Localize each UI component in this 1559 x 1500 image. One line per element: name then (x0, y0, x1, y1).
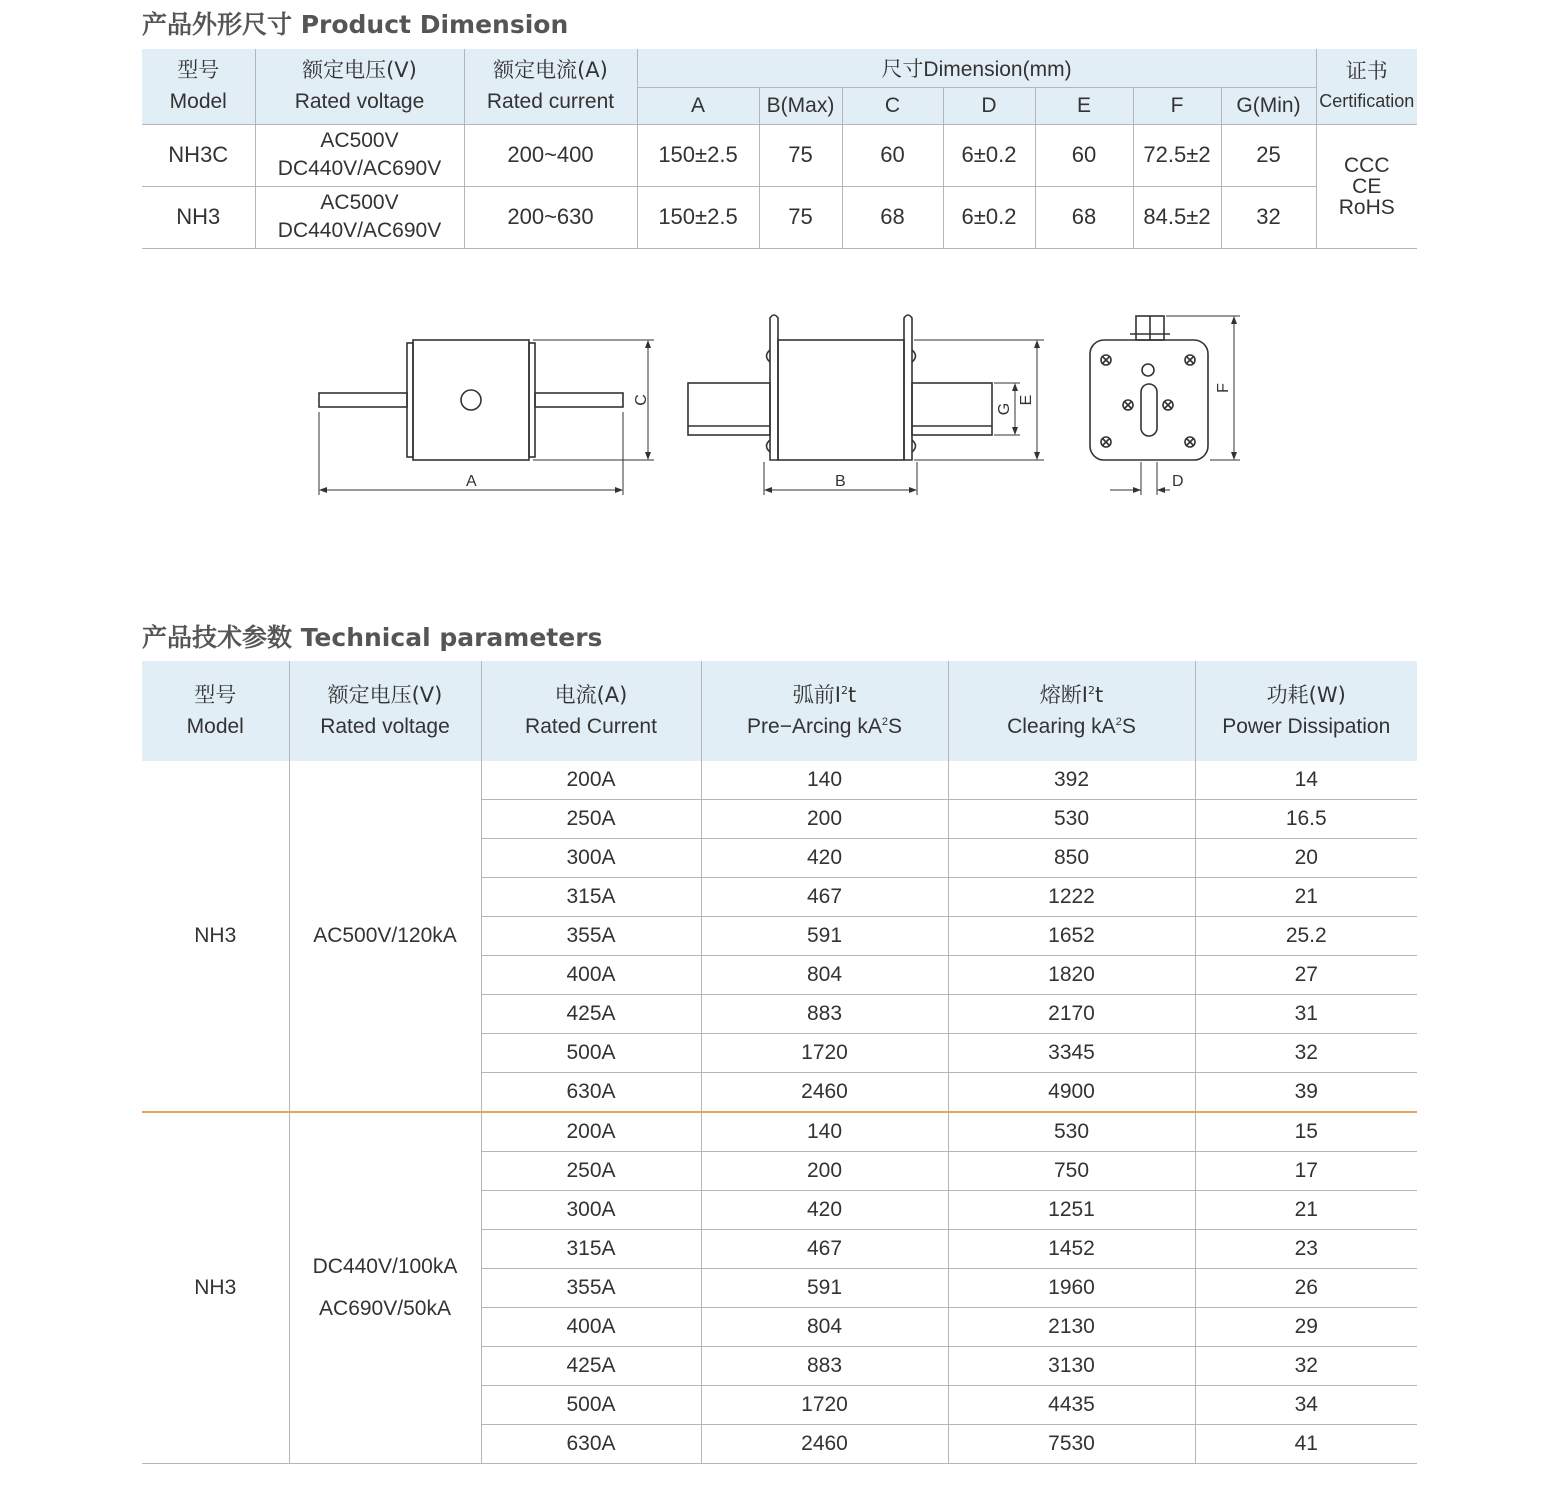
header-model-zh: 型号 (194, 683, 237, 707)
cell-dim-g: 32 (1221, 186, 1316, 248)
cell-pre-arcing: 420 (701, 1191, 948, 1230)
cell-clearing: 7530 (948, 1425, 1195, 1464)
cell-power: 32 (1195, 1347, 1417, 1386)
label-g: G (996, 402, 1013, 416)
cell-current: 200~400 (464, 124, 637, 186)
clear-en-sup: 2 (1115, 716, 1122, 728)
cert-ce: CE (1352, 174, 1382, 198)
dimension-table (142, 49, 1417, 249)
cell-current: 400A (481, 1308, 701, 1347)
cell-voltage-line2: DC440V/AC690V (277, 219, 442, 242)
cell-power: 25.2 (1195, 917, 1417, 956)
header-clear-en (949, 711, 1195, 743)
cell-current: 250A (481, 1152, 701, 1191)
cell-current: 250A (481, 800, 701, 839)
header-dim-b: B(Max) (759, 87, 842, 124)
cell-current: 300A (481, 839, 701, 878)
cell-voltage (289, 761, 481, 1112)
cell-voltage (255, 124, 464, 186)
cell-current: 630A (481, 1425, 701, 1464)
cell-clearing: 1960 (948, 1269, 1195, 1308)
cell-clearing: 4435 (948, 1386, 1195, 1425)
cell-voltage-line1: AC500V (320, 191, 399, 214)
header-power (1195, 661, 1417, 761)
cell-current: 300A (481, 1191, 701, 1230)
cell-dim-b: 75 (759, 124, 842, 186)
header-model (142, 49, 255, 124)
cell-clearing: 530 (948, 1112, 1195, 1152)
cell-clearing: 1222 (948, 878, 1195, 917)
header-model-en: Model (186, 715, 244, 738)
cell-pre-arcing: 420 (701, 839, 948, 878)
fuse-dimension-drawing (300, 300, 1260, 500)
table-row (142, 186, 1417, 248)
header-power-zh: 功耗(W) (1266, 683, 1346, 707)
cell-current: 425A (481, 1347, 701, 1386)
cell-dim-c: 60 (842, 124, 943, 186)
cell-power: 32 (1195, 1034, 1417, 1073)
table-row (142, 761, 1417, 800)
cell-dim-c: 68 (842, 186, 943, 248)
cell-pre-arcing: 140 (701, 761, 948, 800)
cell-voltage-line: AC690V/50kA (319, 1297, 451, 1320)
cert-rohs: RoHS (1338, 195, 1395, 219)
cell-current: 355A (481, 1269, 701, 1308)
header-voltage-en: Rated voltage (320, 715, 450, 738)
header-dim-e: E (1035, 87, 1133, 124)
cell-dim-d: 6±0.2 (943, 124, 1035, 186)
cell-certifications (1316, 124, 1417, 248)
front-view (319, 340, 654, 495)
technical-section-title: 产品技术参数 Technical parameters (142, 623, 603, 652)
prearc-zh-tail: t (847, 683, 857, 707)
prearc-zh-sup: 2 (840, 684, 848, 697)
side-view (688, 315, 1044, 495)
cell-clearing: 1251 (948, 1191, 1195, 1230)
cell-clearing: 4900 (948, 1073, 1195, 1113)
cell-clearing: 1452 (948, 1230, 1195, 1269)
header-prearc-en (702, 711, 948, 743)
cell-dim-d: 6±0.2 (943, 186, 1035, 248)
cell-clearing: 2130 (948, 1308, 1195, 1347)
cell-clearing: 750 (948, 1152, 1195, 1191)
cell-dim-g: 25 (1221, 124, 1316, 186)
cell-current: 315A (481, 878, 701, 917)
cell-current: 315A (481, 1230, 701, 1269)
header-current-en: Rated current (486, 90, 615, 114)
header-model-en: Model (169, 90, 227, 114)
cell-clearing: 2170 (948, 995, 1195, 1034)
header-pre-arcing (701, 661, 948, 761)
clear-zh-sup: 2 (1087, 684, 1095, 697)
label-c: C (633, 394, 650, 406)
header-cert-zh: 证书 (1345, 59, 1388, 84)
header-dim-g: G(Min) (1221, 87, 1316, 124)
cell-current: 200~630 (464, 186, 637, 248)
cell-current: 425A (481, 995, 701, 1034)
cert-ccc: CCC (1344, 153, 1390, 177)
cell-model: NH3 (142, 186, 255, 248)
cell-dim-e: 68 (1035, 186, 1133, 248)
cell-current: 630A (481, 1073, 701, 1113)
cell-dim-f: 84.5±2 (1133, 186, 1221, 248)
header-dimension-group: 尺寸Dimension(mm) (637, 49, 1316, 87)
header-current-en: Rated Current (525, 715, 657, 738)
label-f: F (1215, 383, 1232, 393)
header-model (142, 661, 289, 761)
cell-pre-arcing: 200 (701, 800, 948, 839)
cell-pre-arcing: 591 (701, 917, 948, 956)
cell-power: 23 (1195, 1230, 1417, 1269)
prearc-en-text: Pre−Arcing kA (747, 715, 882, 738)
clear-en-tail: S (1121, 715, 1136, 738)
cell-clearing: 3345 (948, 1034, 1195, 1073)
cell-power: 27 (1195, 956, 1417, 995)
cell-clearing: 392 (948, 761, 1195, 800)
cell-pre-arcing: 140 (701, 1112, 948, 1152)
cell-power: 21 (1195, 878, 1417, 917)
header-current-zh: 电流(A) (554, 683, 628, 707)
cell-dim-e: 60 (1035, 124, 1133, 186)
header-certification (1316, 49, 1417, 124)
cell-power: 39 (1195, 1073, 1417, 1113)
cell-pre-arcing: 883 (701, 995, 948, 1034)
cell-voltage-line: DC440V/100kA (312, 1255, 458, 1278)
cell-dim-f: 72.5±2 (1133, 124, 1221, 186)
cell-pre-arcing: 467 (701, 878, 948, 917)
cell-model: NH3 (142, 1112, 289, 1464)
header-voltage (255, 49, 464, 124)
header-current (464, 49, 637, 124)
cell-current: 400A (481, 956, 701, 995)
clear-zh-tail: t (1094, 683, 1104, 707)
cell-current: 500A (481, 1034, 701, 1073)
cell-pre-arcing: 200 (701, 1152, 948, 1191)
label-e: E (1018, 394, 1035, 406)
clear-en-text: Clearing kA (1007, 715, 1116, 738)
end-view (1090, 316, 1240, 495)
cell-pre-arcing: 1720 (701, 1034, 948, 1073)
cell-power: 26 (1195, 1269, 1417, 1308)
cell-voltage-line: AC500V/120kA (313, 924, 457, 947)
cell-pre-arcing: 883 (701, 1347, 948, 1386)
cell-voltage (255, 186, 464, 248)
cell-power: 31 (1195, 995, 1417, 1034)
header-power-en: Power Dissipation (1222, 715, 1391, 738)
cell-current: 355A (481, 917, 701, 956)
table-row (142, 124, 1417, 186)
prearc-zh-text: 弧前I (792, 683, 841, 707)
prearc-en-tail: S (887, 715, 902, 738)
cell-current: 200A (481, 761, 701, 800)
cell-model: NH3C (142, 124, 255, 186)
header-voltage-zh: 额定电压(V) (302, 58, 417, 83)
cell-clearing: 1652 (948, 917, 1195, 956)
cell-power: 14 (1195, 761, 1417, 800)
cell-current: 500A (481, 1386, 701, 1425)
header-prearc-zh (702, 679, 948, 711)
cell-pre-arcing: 804 (701, 956, 948, 995)
cell-power: 16.5 (1195, 800, 1417, 839)
cell-clearing: 530 (948, 800, 1195, 839)
cell-power: 21 (1195, 1191, 1417, 1230)
header-cert-en: Certification (1319, 91, 1415, 112)
header-model-zh: 型号 (177, 58, 220, 83)
cell-model: NH3 (142, 761, 289, 1112)
cell-voltage-line2: DC440V/AC690V (277, 157, 442, 180)
header-dim-f: F (1133, 87, 1221, 124)
header-current-zh: 额定电流(A) (493, 58, 608, 83)
cell-voltage-line1: AC500V (320, 129, 399, 152)
cell-power: 29 (1195, 1308, 1417, 1347)
cell-power: 15 (1195, 1112, 1417, 1152)
cell-pre-arcing: 2460 (701, 1425, 948, 1464)
table-row (142, 1112, 1417, 1152)
cell-power: 20 (1195, 839, 1417, 878)
header-dim-a: A (637, 87, 759, 124)
prearc-en-sup: 2 (881, 716, 888, 728)
cell-voltage (289, 1112, 481, 1464)
cell-dim-b: 75 (759, 186, 842, 248)
header-voltage (289, 661, 481, 761)
label-d: D (1172, 473, 1184, 490)
label-b: B (835, 473, 846, 490)
header-clearing (948, 661, 1195, 761)
cell-pre-arcing: 2460 (701, 1073, 948, 1113)
technical-table (142, 661, 1417, 1464)
header-voltage-zh: 额定电压(V) (327, 683, 443, 707)
cell-dim-a: 150±2.5 (637, 124, 759, 186)
technical-table-body (142, 761, 1417, 1464)
cell-pre-arcing: 804 (701, 1308, 948, 1347)
header-clear-zh (949, 679, 1195, 711)
cell-clearing: 850 (948, 839, 1195, 878)
cell-pre-arcing: 467 (701, 1230, 948, 1269)
header-voltage-en: Rated voltage (294, 90, 425, 114)
cell-clearing: 3130 (948, 1347, 1195, 1386)
cell-power: 34 (1195, 1386, 1417, 1425)
label-a: A (466, 473, 477, 490)
dimension-section-title: 产品外形尺寸 Product Dimension (142, 10, 569, 39)
header-dim-d: D (943, 87, 1035, 124)
cell-pre-arcing: 1720 (701, 1386, 948, 1425)
cell-dim-a: 150±2.5 (637, 186, 759, 248)
cell-current: 200A (481, 1112, 701, 1152)
header-current (481, 661, 701, 761)
clear-zh-text: 熔断I (1039, 683, 1088, 707)
header-dim-c: C (842, 87, 943, 124)
cell-power: 41 (1195, 1425, 1417, 1464)
cell-power: 17 (1195, 1152, 1417, 1191)
cell-pre-arcing: 591 (701, 1269, 948, 1308)
cell-clearing: 1820 (948, 956, 1195, 995)
